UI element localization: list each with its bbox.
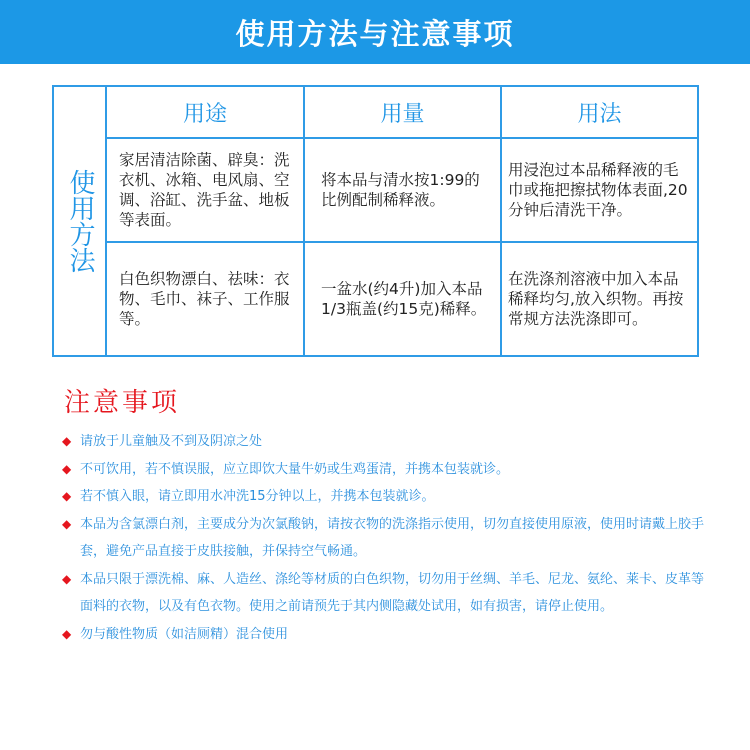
cell-dosage: 将本品与清水按1:99的比例配制稀释液。 [304, 138, 501, 242]
table-header-row [53, 86, 698, 138]
notice-text: 勿与酸性物质（如洁厕精）混合使用 [80, 626, 289, 642]
notice-text: 若不慎入眼，请立即用水冲洗15分钟以上，并携本包装就诊。 [80, 489, 435, 504]
header-banner [0, 0, 750, 64]
cell-purpose: 家居清洁除菌、辟臭：洗衣机、冰箱、电风扇、空调、浴缸、洗手盆、地板等表面。 [106, 138, 304, 242]
side-label-cell [53, 86, 106, 356]
cell-method: 在洗涤剂溶液中加入本品稀释均匀,放入织物。再按常规方法洗涤即可。 [501, 242, 698, 356]
table-row [53, 242, 698, 356]
table-row [53, 138, 698, 242]
notice-text: 请放于儿童触及不到及阴凉之处 [80, 434, 263, 449]
list-item [62, 483, 712, 511]
list-item [62, 621, 712, 649]
column-header-method: 用法 [501, 86, 698, 138]
notice-title: 注意事项 [64, 388, 181, 418]
list-item [62, 566, 712, 621]
column-header-dosage: 用量 [304, 86, 501, 138]
column-header-purpose: 用途 [106, 86, 304, 138]
notice-text: 不可饮用，若不慎误服，应立即饮大量牛奶或生鸡蛋清，并携本包装就诊。 [80, 461, 510, 477]
cell-purpose: 白色织物漂白、祛味：衣物、毛巾、袜子、工作服等。 [106, 242, 304, 356]
list-item [62, 456, 712, 484]
diamond-bullet-icon: ◆ [62, 461, 72, 476]
list-item [62, 428, 712, 456]
notice-text: 本品为含氯漂白剂，主要成分为次氯酸钠，请按衣物的洗涤指示使用，切勿直接使用原液，使用时请戴上胶手套，避免产品直接于皮肤接触，并保持空气畅通。 [80, 516, 705, 559]
diamond-bullet-icon: ◆ [62, 571, 72, 586]
cell-dosage: 一盆水(约4升)加入本品1/3瓶盖(约15克)稀释。 [304, 242, 501, 356]
notice-list [62, 428, 712, 648]
cell-method: 用浸泡过本品稀释液的毛巾或拖把擦拭物体表面,20分钟后清洗干净。 [501, 138, 698, 242]
diamond-bullet-icon: ◆ [62, 516, 72, 531]
list-item [62, 511, 712, 566]
diamond-bullet-icon: ◆ [62, 434, 72, 448]
diamond-bullet-icon: ◆ [62, 626, 72, 641]
usage-table [52, 85, 699, 357]
side-label: 使用方法 [65, 169, 95, 273]
diamond-bullet-icon: ◆ [62, 489, 72, 503]
notice-text: 本品只限于漂洗棉、麻、人造丝、涤纶等材质的白色织物，切勿用于丝绸、羊毛、尼龙、氨纶、莱卡、皮革等面料的衣物，以及有色衣物。使用之前请预先于其内侧隐藏处试用，如有损害，请停止使用。 [80, 571, 705, 614]
page-title: 使用方法与注意事项 [235, 16, 515, 51]
